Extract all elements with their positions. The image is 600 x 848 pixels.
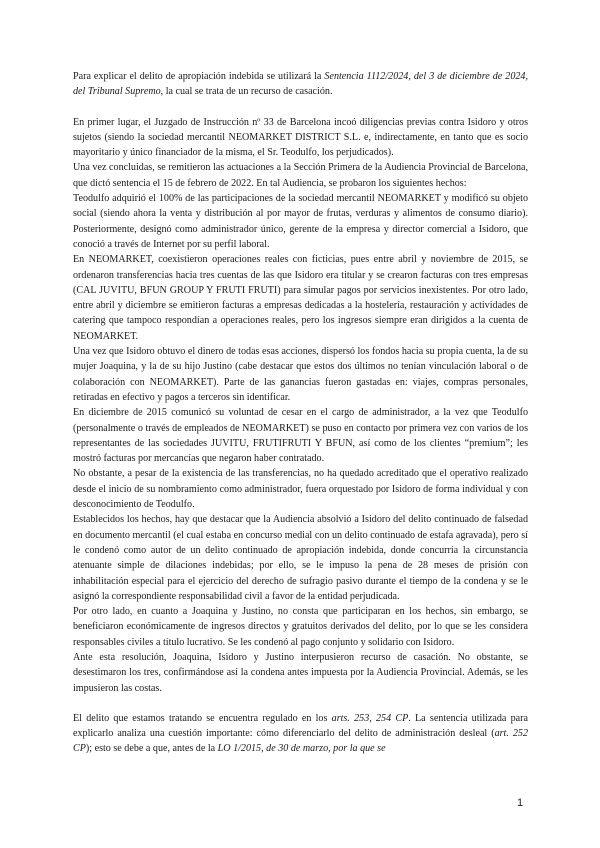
- paragraph-responsables-civiles: Por otro lado, en cuanto a Joaquina y Justino, no consta que participaran en los hechos, sin embargo, se beneficiaron económicamente de ingresos directos y gratuitos derivados del delito, por lo que se les considera responsables civiles a título lucrativo. Se les condenó al pago conjunto y solidario con Isidoro.: [73, 606, 528, 648]
- regulacion-text-3: ); esto se debe a que, antes de la: [85, 743, 218, 755]
- intro-tail: , la cual se trata de un recurso de casación.: [160, 86, 333, 98]
- paragraph-no-acreditado: No obstante, a pesar de la existencia de las transferencias, no ha quedado acreditado que el operativo realizado desde el inicio de su nombramiento como administrador, fuera orquestado por Isidoro de forma individual y con desconocimiento de Teodulfo.: [73, 468, 528, 511]
- paragraph-regulacion: [73, 711, 528, 757]
- paragraph-instruction: En primer lugar, el Juzgado de Instrucción nº 33 de Barcelona incoó diligencias previas contra Isidoro y otros sujetos (siendo la sociedad mercantil NEOMARKET DISTRICT S.L. e, indirectamente, en tanto que es socio mayoritario y único financiador de la misma, el Sr. Teodulfo, los perjudicados).: [73, 116, 528, 159]
- regulacion-ref-lo: LO 1/2015, de 30 de marzo, por la que se: [217, 743, 386, 755]
- paragraph-condena: Establecidos los hechos, hay que destacar que la Audiencia absolvió a Isidoro del delito continuado de falsedad en documento mercantil (el cual estaba en concurso medial con un delito continuado de estafa agravada), pero sí le condenó como autor de un delito continuado de apropiación indebida, donde concurría la circunstancia atenuante simple de dilaciones indebidas; por ello, se le impuso la pena de 28 meses de prisión con inhabilitación especial para el ejercicio del derecho de sufragio pasivo durante el tiempo de la condena y se le asignó la correspondiente responsabilidad civil a favor de la entidad perjudicada.: [73, 514, 528, 602]
- intro-lead: Para explicar el delito de apropiación indebida se utilizará la: [73, 71, 325, 82]
- paragraph-audiencia: Una vez concluidas, se remitieron las actuaciones a la Sección Primera de la Audiencia Provincial de Barcelona, que dictó sentencia el 15 de febrero de 2022. En tal Audiencia, se probaron los siguientes hechos:: [73, 162, 528, 189]
- regulacion-ref-arts: arts. 253, 254 CP: [331, 712, 409, 724]
- regulacion-ref-art-252: art. 252 CP: [73, 728, 528, 755]
- intro-paragraph: [73, 69, 528, 100]
- page-number: 1: [517, 797, 524, 809]
- paragraph-teodulfo: Teodulfo adquirió el 100% de las participaciones de la sociedad mercantil NEOMARKET y modificó su objeto social (siendo ahora la venta y distribución al por mayor de frutas, verduras y alimentos de consumo diario). Posteriormente, designó como administrador único, gerente de la empresa y director comercial a Isidoro, que conoció a través de Internet por su perfil laboral.: [73, 193, 528, 250]
- paragraph-fondos: Una vez que Isidoro obtuvo el dinero de todas esas acciones, dispersó los fondos hacia su propia cuenta, la de su mujer Joaquina, y la de su hijo Justino (cabe destacar que estos dos últimos no tenían vinculación laboral o de colaboración con NEOMARKET). Parte de las ganancias fueron gastadas en: viajes, compras personales, retiradas en efectivo y pagos a terceros sin identificar.: [73, 346, 528, 403]
- document-body: [73, 69, 528, 757]
- intro-case-reference: Sentencia 1112/2024, del 3 de diciembre de 2024, del Tribunal Supremo: [73, 71, 529, 98]
- paragraph-operaciones: En NEOMARKET, coexistieron operaciones reales con ficticias, pues entre abril y noviembre de 2015, se ordenaron transferencias hacia tres cuentas de las que Isidoro era titular y se crearon facturas con tres empresas (CAL JUVITU, BFUN GROUP Y FRUTI FRUTI) para simular pagos por servicios inexistentes. Por otro lado, entre abril y diciembre se emitieron facturas a empresas dedicadas a la hostelería, restauración y actividades de catering que tampoco respondían a operaciones reales, pero los ingresos siempre eran dirigidos a la cuenta de NEOMARKET.: [73, 254, 528, 342]
- regulacion-text-1: El delito que estamos tratando se encuentra regulado en los: [73, 712, 332, 724]
- paragraph-cese: En diciembre de 2015 comunicó su voluntad de cesar en el cargo de administrador, a la vez que Teodulfo (personalmente o través de empleados de NEOMARKET) se puso en contacto por primera vez con varios de los representantes de las sociedades JUVITU, FRUTIFRUTI Y BFUN, así como de los clientes “premium”; les mostró facturas por mercancías que negaron haber contratado.: [73, 407, 528, 465]
- paragraph-casacion: Ante esta resolución, Joaquina, Isidoro y Justino interpusieron recurso de casación. No obstante, se desestimaron los tres, confirmándose así la condena antes impuesta por la Audiencia Provincial. Además, se les impusieron las costas.: [73, 651, 528, 694]
- regulacion-text-2: . La sentencia utilizada para explicarlo analiza una cuestión importante: cómo diferenciarlo del delito de administración desleal (: [73, 712, 529, 740]
